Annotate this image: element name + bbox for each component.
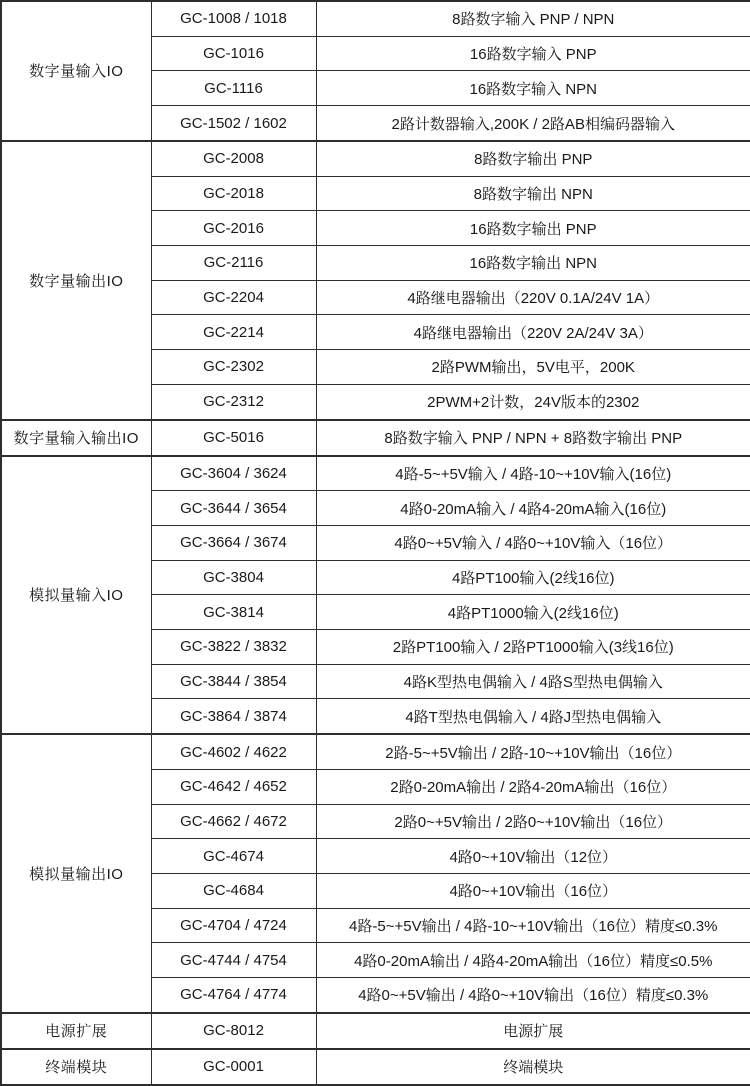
model-cell: GC-3814 (151, 595, 316, 630)
description-cell: 8路数字输入 PNP / NPN + 8路数字输出 PNP (316, 420, 750, 456)
description-cell: 2路PT100输入 / 2路PT1000输入(3线16位) (316, 630, 750, 665)
model-cell: GC-4674 (151, 839, 316, 874)
description-cell: 2路-5~+5V输出 / 2路-10~+10V输出（16位） (316, 734, 750, 769)
table-row (1, 734, 750, 769)
description-cell: 4路0~+10V输出（16位） (316, 873, 750, 908)
description-cell: 终端模块 (316, 1049, 750, 1085)
description-cell: 2路计数器输入,200K / 2路AB相编码器输入 (316, 106, 750, 141)
description-cell: 4路PT1000输入(2线16位) (316, 595, 750, 630)
description-cell: 16路数字输出 PNP (316, 211, 750, 246)
model-cell: GC-2312 (151, 384, 316, 419)
category-cell: 模拟量输入IO (1, 456, 151, 735)
model-cell: GC-0001 (151, 1049, 316, 1085)
description-cell: 16路数字输入 PNP (316, 36, 750, 71)
model-cell: GC-3864 / 3874 (151, 699, 316, 734)
model-cell: GC-2302 (151, 350, 316, 385)
table-row (1, 141, 750, 176)
description-cell: 4路0~+5V输出 / 4路0~+10V输出（16位）精度≤0.3% (316, 977, 750, 1012)
category-cell: 电源扩展 (1, 1013, 151, 1049)
description-cell: 4路PT100输入(2线16位) (316, 560, 750, 595)
model-cell: GC-4662 / 4672 (151, 804, 316, 839)
description-cell: 4路继电器输出（220V 2A/24V 3A） (316, 315, 750, 350)
model-cell: GC-2214 (151, 315, 316, 350)
description-cell: 16路数字输出 NPN (316, 246, 750, 281)
model-cell: GC-8012 (151, 1013, 316, 1049)
description-cell: 2PWM+2计数，24V版本的2302 (316, 384, 750, 419)
description-cell: 4路-5~+5V输出 / 4路-10~+10V输出（16位）精度≤0.3% (316, 908, 750, 943)
model-cell: GC-3822 / 3832 (151, 630, 316, 665)
description-cell: 4路0-20mA输出 / 4路4-20mA输出（16位）精度≤0.5% (316, 943, 750, 978)
model-cell: GC-2016 (151, 211, 316, 246)
description-cell: 8路数字输出 NPN (316, 176, 750, 211)
table-row (1, 420, 750, 456)
model-cell: GC-1116 (151, 71, 316, 106)
category-cell: 数字量输出IO (1, 141, 151, 420)
description-cell: 4路0~+10V输出（12位） (316, 839, 750, 874)
table-row (1, 1049, 750, 1085)
model-cell: GC-3664 / 3674 (151, 526, 316, 561)
model-cell: GC-4744 / 4754 (151, 943, 316, 978)
description-cell: 4路0~+5V输入 / 4路0~+10V输入（16位） (316, 526, 750, 561)
category-cell: 终端模块 (1, 1049, 151, 1085)
category-cell: 模拟量输出IO (1, 734, 151, 1013)
model-cell: GC-4642 / 4652 (151, 769, 316, 804)
description-cell: 4路K型热电偶输入 / 4路S型热电偶输入 (316, 664, 750, 699)
table-row (1, 456, 750, 491)
model-cell: GC-2008 (151, 141, 316, 176)
description-cell: 4路继电器输出（220V 0.1A/24V 1A） (316, 280, 750, 315)
model-cell: GC-2116 (151, 246, 316, 281)
description-cell: 4路0-20mA输入 / 4路4-20mA输入(16位) (316, 491, 750, 526)
model-cell: GC-3804 (151, 560, 316, 595)
description-cell: 16路数字输入 NPN (316, 71, 750, 106)
description-cell: 8路数字输出 PNP (316, 141, 750, 176)
category-cell: 数字量输入输出IO (1, 420, 151, 456)
model-cell: GC-4704 / 4724 (151, 908, 316, 943)
description-cell: 2路0~+5V输出 / 2路0~+10V输出（16位） (316, 804, 750, 839)
model-cell: GC-3604 / 3624 (151, 456, 316, 491)
description-cell: 4路T型热电偶输入 / 4路J型热电偶输入 (316, 699, 750, 734)
description-cell: 电源扩展 (316, 1013, 750, 1049)
model-cell: GC-1008 / 1018 (151, 1, 316, 36)
description-cell: 4路-5~+5V输入 / 4路-10~+10V输入(16位) (316, 456, 750, 491)
table-row (1, 1013, 750, 1049)
model-cell: GC-1016 (151, 36, 316, 71)
model-cell: GC-4602 / 4622 (151, 734, 316, 769)
description-cell: 2路PWM输出，5V电平，200K (316, 350, 750, 385)
model-cell: GC-4764 / 4774 (151, 977, 316, 1012)
model-cell: GC-5016 (151, 420, 316, 456)
description-cell: 8路数字输入 PNP / NPN (316, 1, 750, 36)
model-cell: GC-2018 (151, 176, 316, 211)
table-row (1, 1, 750, 36)
model-cell: GC-3844 / 3854 (151, 664, 316, 699)
category-cell: 数字量输入IO (1, 1, 151, 141)
description-cell: 2路0-20mA输出 / 2路4-20mA输出（16位） (316, 769, 750, 804)
model-cell: GC-3644 / 3654 (151, 491, 316, 526)
model-cell: GC-4684 (151, 873, 316, 908)
product-table-body (1, 1, 750, 1085)
model-cell: GC-2204 (151, 280, 316, 315)
model-cell: GC-1502 / 1602 (151, 106, 316, 141)
